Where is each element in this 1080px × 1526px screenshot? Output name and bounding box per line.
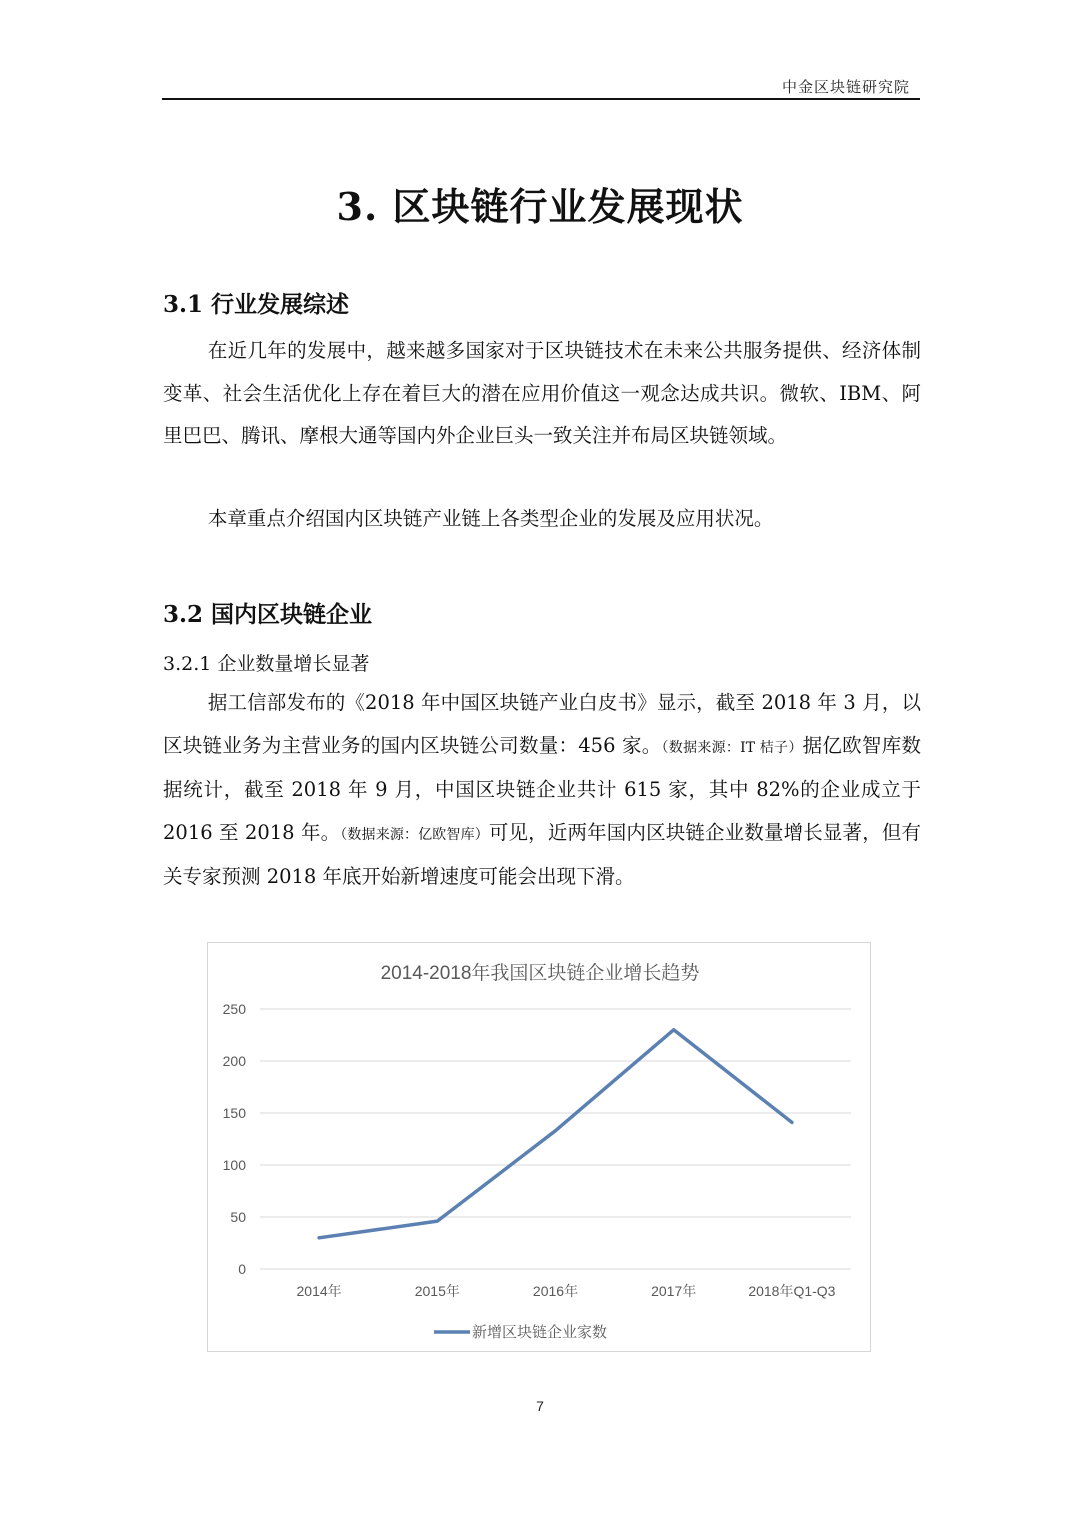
section-heading-3-2: 3.2 国内区块链企业 [163, 601, 373, 628]
data-point [554, 1129, 557, 1132]
y-tick-label: 50 [230, 1209, 246, 1225]
paragraph-text-part-3: 可见，近两年国内区块链企业数量增长显著，但有关专家预测 2018 年底开始新增速度可能会出现下滑。 [163, 820, 921, 888]
header-org-name: 中金区块链研究院 [781, 78, 910, 96]
data-point [318, 1236, 321, 1239]
x-tick-label: 2018年Q1-Q3 [748, 1283, 836, 1299]
x-tick-label: 2014年 [296, 1283, 342, 1299]
chapter-title: 3. 区块链行业发展现状 [336, 184, 744, 229]
section-heading-3-1: 3.1 行业发展综述 [163, 291, 350, 318]
y-tick-label: 100 [222, 1157, 246, 1173]
legend-label: 新增区块链企业家数 [472, 1324, 608, 1341]
data-source-note-1: （数据来源：IT 桔子） [661, 739, 803, 756]
header-rule [162, 98, 920, 100]
x-tick-label: 2015年 [414, 1283, 460, 1299]
line-chart-svg [208, 943, 872, 1353]
chart-title: 2014-2018年我国区块链企业增长趋势 [380, 963, 700, 984]
paragraph-text-part-1: 据工信部发布的《2018 年中国区块链产业白皮书》显示，截至 2018 年 3 月，以区块链业务为主营业务的国内区块链公司数量：456 家。 [163, 691, 921, 757]
data-point [790, 1121, 793, 1124]
paragraph-chapter-intro: 本章重点介绍国内区块链产业链上各类型企业的发展及应用状况。 [207, 507, 774, 530]
subsection-heading-3-2-1: 3.2.1 企业数量增长显著 [163, 653, 370, 675]
line-chart [207, 942, 871, 1352]
paragraph-text-part-2: 据亿欧智库数据统计，截至 2018 年 9 月，中国区块链企业共计 615 家，其中 82%的企业成立于 2016 至 2018 年。 [163, 733, 921, 844]
x-tick-label: 2016年 [532, 1283, 579, 1299]
y-tick-label: 0 [238, 1261, 246, 1277]
x-tick-label: 2017年 [651, 1283, 697, 1299]
data-point [672, 1028, 675, 1031]
y-tick-label: 200 [222, 1053, 246, 1069]
y-tick-label: 150 [222, 1105, 246, 1121]
paragraph-enterprise-growth [163, 682, 921, 899]
page-number: 7 [536, 1398, 544, 1414]
y-tick-label: 250 [222, 1001, 246, 1017]
data-point [436, 1220, 439, 1223]
data-source-note-2: （数据来源：亿欧智库） [340, 826, 489, 843]
paragraph-overview: 在近几年的发展中，越来越多国家对于区块链技术在未来公共服务提供、经济体制变革、社会生活优化上存在着巨大的潜在应用价值这一观念达成共识。微软、IBM、阿里巴巴、腾讯、摩根大通等国内外企业巨头一致关注并布局区块链领域。 [163, 339, 921, 447]
